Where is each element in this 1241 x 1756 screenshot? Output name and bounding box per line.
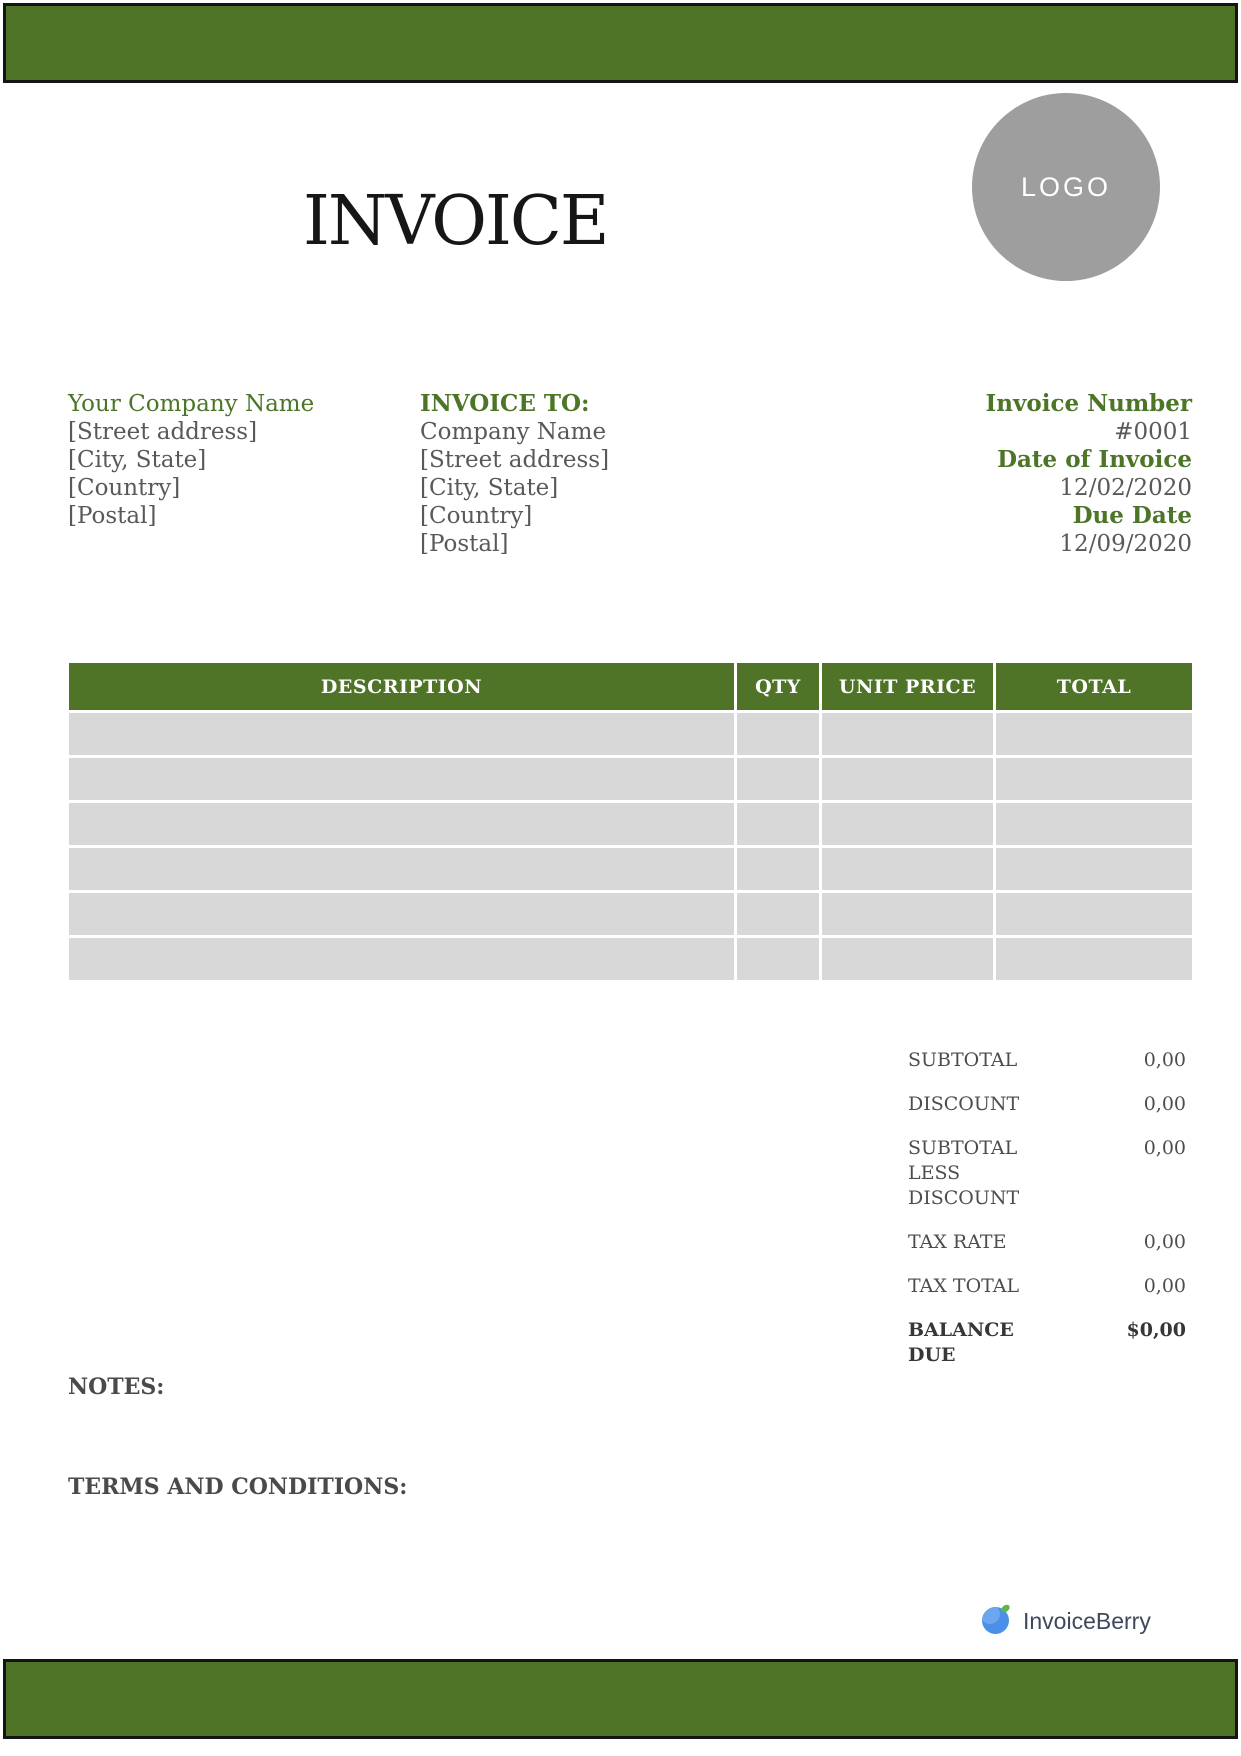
- due-date-value: 12/09/2020: [1059, 531, 1192, 557]
- cell-unit-price: [822, 938, 993, 980]
- terms-heading: TERMS AND CONDITIONS:: [68, 1474, 408, 1500]
- company-country: [Country]: [68, 475, 181, 501]
- subtotal-less-discount-label: SUBTOTAL LESS DISCOUNT: [908, 1137, 1020, 1209]
- table-row: [69, 938, 1192, 980]
- company-postal: [Postal]: [68, 503, 157, 529]
- header-total: TOTAL: [996, 663, 1192, 710]
- cell-qty: [737, 803, 819, 845]
- discount-label: DISCOUNT: [908, 1093, 1020, 1115]
- line-items-table: [69, 663, 1192, 980]
- tax-total-value: 0,00: [1143, 1275, 1186, 1297]
- cell-description: [69, 938, 734, 980]
- subtotal-value: 0,00: [1143, 1049, 1186, 1071]
- cell-description: [69, 803, 734, 845]
- client-city-state: [City, State]: [420, 475, 559, 501]
- subtotal-less-discount-value: 0,00: [1143, 1137, 1186, 1159]
- table-row: [69, 848, 1192, 890]
- cell-total: [996, 893, 1192, 935]
- footer-bar: [3, 1659, 1238, 1739]
- table-row: [69, 893, 1192, 935]
- cell-total: [996, 848, 1192, 890]
- discount-row: [908, 1092, 1186, 1117]
- totals-summary: [908, 1048, 1186, 1387]
- cell-total: [996, 803, 1192, 845]
- invoiceberry-branding: [980, 1602, 1151, 1640]
- cell-unit-price: [822, 758, 993, 800]
- cell-description: [69, 848, 734, 890]
- client-company-name: Company Name: [420, 419, 607, 445]
- cell-unit-price: [822, 713, 993, 755]
- balance-due-row: [908, 1318, 1186, 1368]
- tax-rate-row: [908, 1230, 1186, 1255]
- invoice-date-label: Date of Invoice: [997, 446, 1192, 473]
- header-qty: QTY: [737, 663, 819, 710]
- table-row: [69, 803, 1192, 845]
- cell-qty: [737, 758, 819, 800]
- table-header-row: [69, 663, 1192, 710]
- tax-total-label: TAX TOTAL: [908, 1275, 1020, 1297]
- company-city-state: [City, State]: [68, 447, 207, 473]
- page-title: INVOICE: [303, 182, 608, 261]
- cell-total: [996, 938, 1192, 980]
- cell-unit-price: [822, 803, 993, 845]
- logo-placeholder-label: LOGO: [1020, 171, 1112, 202]
- balance-due-value: $0,00: [1126, 1319, 1186, 1341]
- company-street: [Street address]: [68, 419, 258, 445]
- cell-unit-price: [822, 893, 993, 935]
- cell-description: [69, 893, 734, 935]
- cell-unit-price: [822, 848, 993, 890]
- invoice-number-value: #0001: [1114, 419, 1192, 445]
- cell-description: [69, 758, 734, 800]
- cell-total: [996, 758, 1192, 800]
- cell-qty: [737, 848, 819, 890]
- invoice-meta: [862, 390, 1192, 558]
- tax-total-row: [908, 1274, 1186, 1299]
- cell-description: [69, 713, 734, 755]
- invoice-to-info: [420, 390, 740, 558]
- invoice-to-heading: INVOICE TO:: [420, 390, 590, 417]
- invoice-date-value: 12/02/2020: [1059, 475, 1192, 501]
- subtotal-less-discount-row: [908, 1136, 1186, 1211]
- client-country: [Country]: [420, 503, 533, 529]
- table-row: [69, 758, 1192, 800]
- header-description: DESCRIPTION: [69, 663, 734, 710]
- cell-total: [996, 713, 1192, 755]
- cell-qty: [737, 713, 819, 755]
- company-name: Your Company Name: [68, 391, 315, 417]
- client-street: [Street address]: [420, 447, 610, 473]
- tax-rate-label: TAX RATE: [908, 1231, 1007, 1253]
- header-bar: [3, 3, 1238, 83]
- tax-rate-value: 0,00: [1143, 1231, 1186, 1253]
- cell-qty: [737, 893, 819, 935]
- client-postal: [Postal]: [420, 531, 509, 557]
- company-info: [68, 390, 388, 530]
- logo-placeholder: [972, 93, 1160, 281]
- invoice-number-label: Invoice Number: [985, 390, 1192, 417]
- discount-value: 0,00: [1143, 1093, 1186, 1115]
- header-unit-price: UNIT PRICE: [822, 663, 993, 710]
- table-row: [69, 713, 1192, 755]
- invoiceberry-berry-icon: [980, 1602, 1014, 1640]
- subtotal-label: SUBTOTAL: [908, 1049, 1018, 1071]
- due-date-label: Due Date: [1072, 502, 1192, 529]
- cell-qty: [737, 938, 819, 980]
- subtotal-row: [908, 1048, 1186, 1073]
- notes-heading: NOTES:: [68, 1374, 165, 1400]
- balance-due-label: BALANCE DUE: [908, 1319, 1014, 1366]
- invoiceberry-name: InvoiceBerry: [1023, 1607, 1151, 1634]
